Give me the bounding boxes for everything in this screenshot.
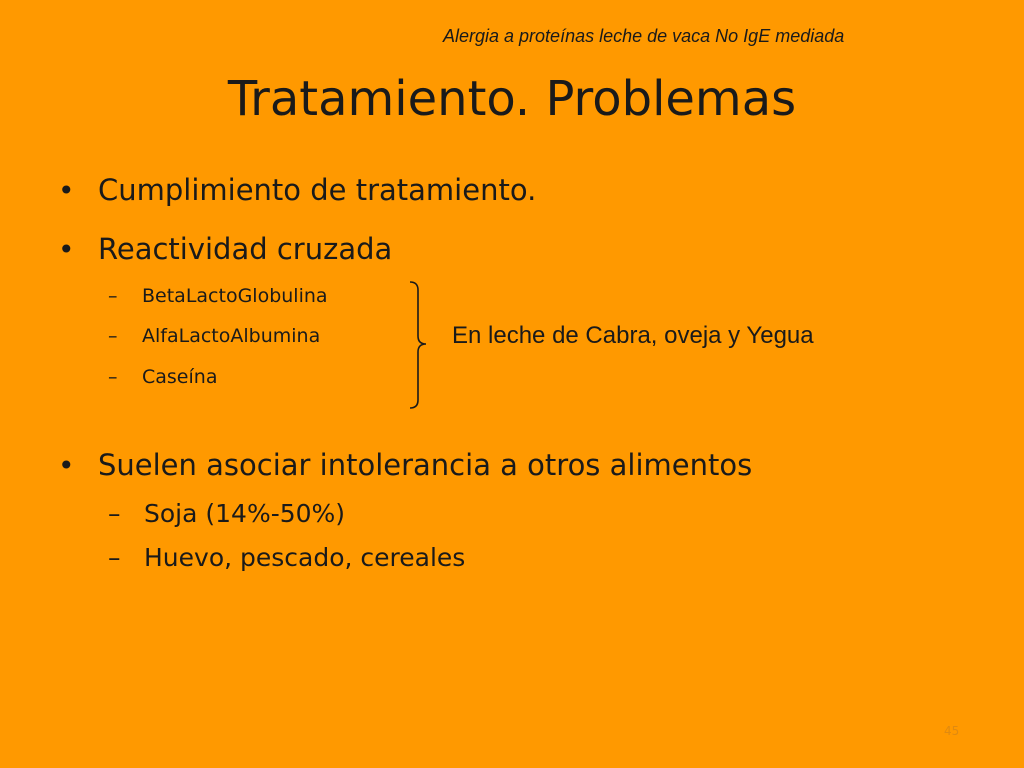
sub-bullet-item bbox=[108, 540, 465, 576]
bullet-item bbox=[58, 445, 752, 486]
bullet-item bbox=[58, 229, 392, 270]
dash-marker: – bbox=[108, 499, 121, 528]
bracket-annotation: En leche de Cabra, oveja y Yegua bbox=[452, 322, 814, 349]
sub-bullet-item bbox=[108, 322, 320, 350]
right-bracket-icon bbox=[408, 280, 432, 412]
sub-bullet-text: AlfaLactoAlbumina bbox=[142, 325, 321, 347]
dash-marker: – bbox=[108, 325, 118, 347]
page-number: 45 bbox=[944, 724, 960, 738]
dash-marker: – bbox=[108, 285, 118, 307]
bullet-marker: • bbox=[58, 174, 75, 207]
dash-marker: – bbox=[108, 366, 118, 388]
bullet-item bbox=[58, 170, 536, 211]
sub-bullet-text: Huevo, pescado, cereales bbox=[144, 543, 466, 572]
sub-bullet-item bbox=[108, 496, 345, 532]
dash-marker: – bbox=[108, 543, 121, 572]
sub-bullet-item bbox=[108, 282, 328, 310]
sub-bullet-item bbox=[108, 363, 217, 391]
sub-bullet-text: Caseína bbox=[142, 366, 218, 388]
slide-title: Tratamiento. Problemas bbox=[227, 71, 797, 127]
bullet-text: Reactividad cruzada bbox=[98, 232, 393, 266]
sub-bullet-text: BetaLactoGlobulina bbox=[142, 285, 328, 307]
header-note: Alergia a proteínas leche de vaca No IgE mediada bbox=[443, 26, 845, 46]
bullet-text: Suelen asociar intolerancia a otros alimentos bbox=[98, 448, 753, 482]
sub-bullet-text: Soja (14%-50%) bbox=[144, 499, 346, 528]
bullet-marker: • bbox=[58, 233, 75, 266]
bullet-text: Cumplimiento de tratamiento. bbox=[98, 173, 537, 207]
bullet-marker: • bbox=[58, 449, 75, 482]
